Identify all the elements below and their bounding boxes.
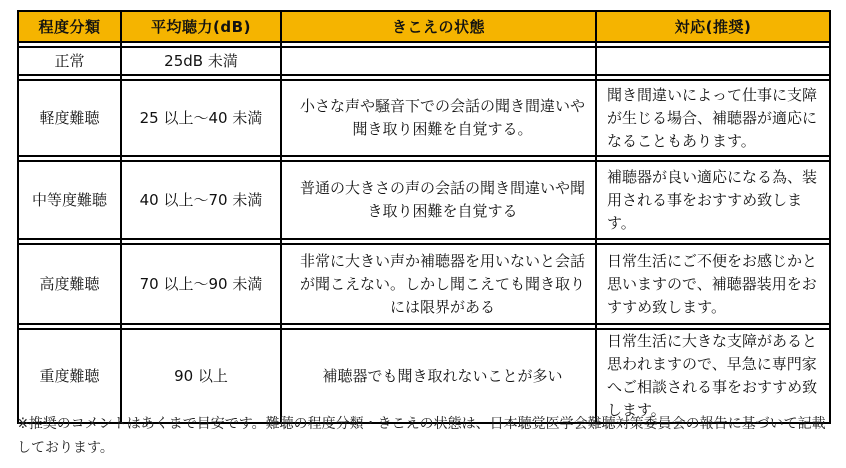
- level-cell: 25 以上～40 未満: [121, 80, 281, 156]
- header-hearing-state: きこえの状態: [281, 11, 596, 42]
- advice-cell: [596, 47, 830, 75]
- advice-cell: 日常生活に大きな支障があると思われますので、早急に専門家へご相談される事をおすすめ致します。: [596, 329, 830, 423]
- advice-cell: 聞き間違いによって仕事に支障が生じる場合、補聴器が適応になることもあります。: [596, 80, 830, 156]
- footnote: ※推奨のコメントはあくまで目安です。難聴の程度分類・きこえの状態は、日本聴覚医学会難聴対策委員会の報告に基づいて記載しております。: [17, 416, 826, 456]
- header-grade: 程度分類: [18, 11, 121, 42]
- state-cell: 小さな声や騒音下での会話の聞き間違いや聞き取り困難を自覚する。: [281, 80, 596, 156]
- grade-cell: 重度難聴: [18, 329, 121, 423]
- advice-cell: 日常生活にご不便をお感じかと思いますので、補聴器装用をおすすめ致します。: [596, 244, 830, 324]
- header-recommendation: 対応(推奨): [596, 11, 830, 42]
- table-row: [18, 80, 830, 156]
- state-cell: 非常に大きい声か補聴器を用いないと会話が聞こえない。しかし聞こえても聞き取りには限界がある: [281, 244, 596, 324]
- grade-cell: 中等度難聴: [18, 161, 121, 239]
- level-cell: 90 以上: [121, 329, 281, 423]
- grade-cell: 正常: [18, 47, 121, 75]
- level-cell: 25dB 未満: [121, 47, 281, 75]
- level-cell: 70 以上～90 未満: [121, 244, 281, 324]
- table-row: [18, 47, 830, 75]
- state-cell: [281, 47, 596, 75]
- table-row: [18, 244, 830, 324]
- table-row: [18, 161, 830, 239]
- header-average-hearing: 平均聴力(dB): [121, 11, 281, 42]
- table-row: [18, 329, 830, 423]
- level-cell: 40 以上～70 未満: [121, 161, 281, 239]
- grade-cell: 高度難聴: [18, 244, 121, 324]
- table-header-row: [18, 11, 830, 42]
- state-cell: 普通の大きさの声の会話の聞き間違いや聞き取り困難を自覚する: [281, 161, 596, 239]
- grade-cell: 軽度難聴: [18, 80, 121, 156]
- hearing-loss-table-container: [17, 10, 829, 424]
- hearing-loss-table: [17, 10, 831, 424]
- state-cell: 補聴器でも聞き取れないことが多い: [281, 329, 596, 423]
- advice-cell: 補聴器が良い適応になる為、装用される事をおすすめ致します。: [596, 161, 830, 239]
